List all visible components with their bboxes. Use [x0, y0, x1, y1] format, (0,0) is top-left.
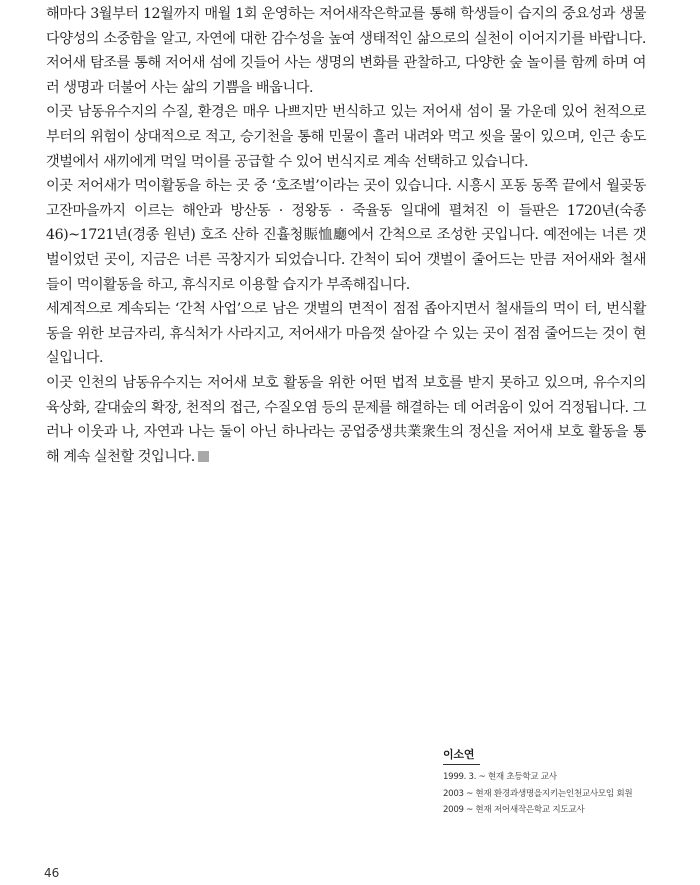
- paragraph-5: [46, 371, 646, 469]
- paragraph-4: 세계적으로 계속되는 ‘간척 사업’으로 남은 갯벌의 면적이 점점 좁아지면서 철새들의 먹이 터, 번식활동을 위한 보금자리, 휴식처가 사라지고, 저어새가 마음껏 살아갈 수 있는 곳이 점점 줄어드는 것이 현실입니다.: [46, 301, 646, 367]
- profile-line-2: 2003 ~ 현재 환경과생명을지키는인천교사모임 회원: [443, 788, 633, 799]
- paragraph-1: 해마다 3월부터 12월까지 매월 1회 운영하는 저어새작은학교를 통해 학생들이 습지의 중요성과 생물 다양성의 소중함을 알고, 자연에 대한 감수성을 높여 생태적인 삶으로의 실천이 이어지기를 바랍니다. 저어새 탐조를 통해 저어새 섬에 깃들어 사는 생명의 변화를 관찰하고, 다양한 숲 놀이를 함께 하며 여러 생명과 더불어 사는 삶의 기쁨을 배웁니다.: [46, 6, 646, 96]
- paragraph-2: 이곳 남동유수지의 수질, 환경은 매우 나쁘지만 번식하고 있는 저어새 섬이 물 가운데 있어 천적으로부터의 위험이 상대적으로 적고, 승기천을 통해 민물이 흘러 내려와 먹고 씻을 물이 있으며, 인근 송도갯벌에서 새끼에게 먹일 먹이를 공급할 수 있어 번식지로 계속 선택하고 있습니다.: [46, 104, 646, 170]
- author-name: 이소연: [443, 746, 480, 765]
- page-number: 46: [44, 866, 60, 880]
- author-profile: [443, 743, 663, 819]
- profile-line-1: 1999. 3. ~ 현재 초등학교 교사: [443, 772, 557, 782]
- paragraph-3: 이곳 저어새가 먹이활동을 하는 곳 중 ‘호조벌’이라는 곳이 있습니다. 시흥시 포동 동쪽 끝에서 월곶동 고잔마을까지 이르는 해안과 방산동 · 정왕동 · 죽율동 일대에 펼쳐진 이 들판은 1720년(숙종 46)~1721년(경종 원년) 호조 산하 진휼청賑恤廳에서 간척으로 조성한 곳입니다. 예전에는 너른 갯벌이었던 곳이, 지금은 너른 곡창지가 되었습니다. 간척이 되어 갯벌이 줄어드는 만큼 저어새와 철새들이 먹이활동을 하고, 휴식지로 이용할 습지가 부족해집니다.: [46, 178, 646, 293]
- end-mark-icon: [198, 451, 209, 462]
- article-body: [46, 2, 646, 469]
- profile-line-3: 2009 ~ 현재 저어새작은학교 지도교사: [443, 805, 585, 816]
- paragraph-5-text: 이곳 인천의 남동유수지는 저어새 보호 활동을 위한 어떤 법적 보호를 받지 못하고 있으며, 유수지의 육상화, 갈대숲의 확장, 천적의 접근, 수질오염 등의 문제를 해결하는 데 어려움이 있어 걱정됩니다. 그러나 이웃과 나, 자연과 나는 둘이 아닌 하나라는 공업중생共業衆生의 정신을 저어새 보호 활동을 통해 계속 실천할 것입니다.: [46, 374, 646, 465]
